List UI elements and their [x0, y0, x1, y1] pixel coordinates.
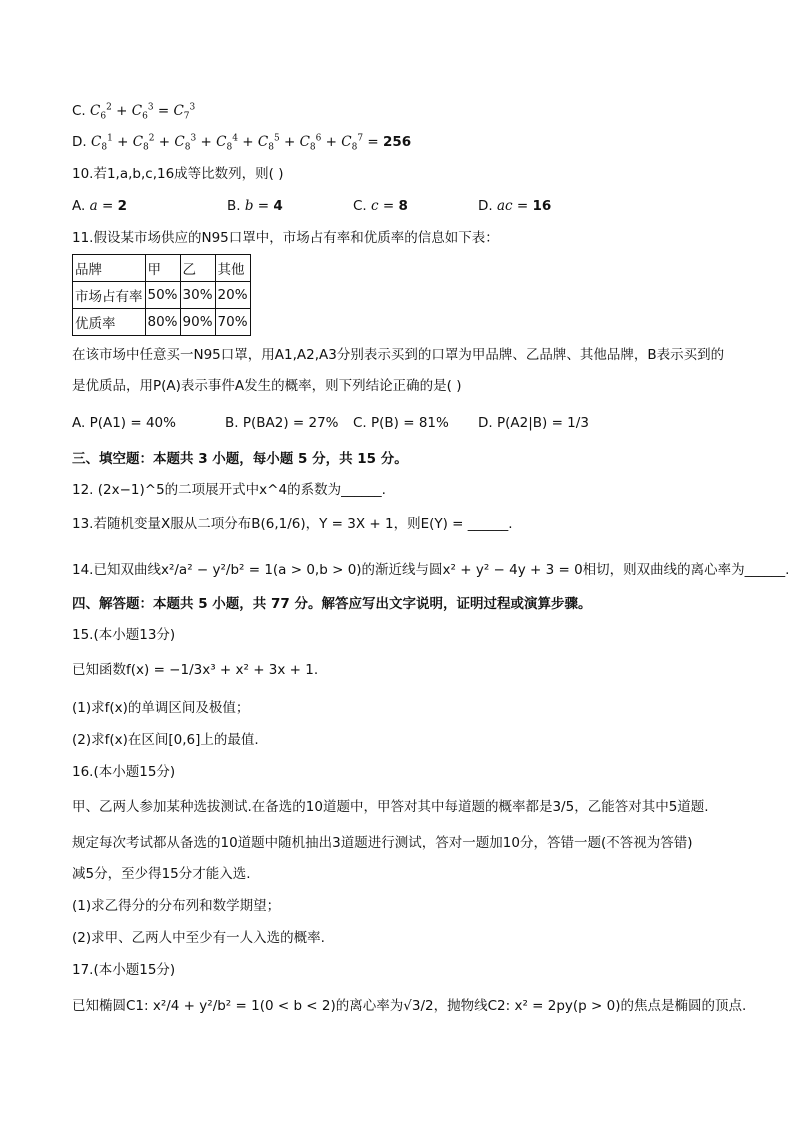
q11-option-a: A. P(A1) = 40% — [72, 415, 176, 431]
q11-stem: 11.假设某市场供应的N95口罩中，市场占有率和优质率的信息如下表： — [72, 230, 499, 246]
q11-text-1: 在该市场中任意买一N95口罩，用A1,A2,A3分别表示买到的口罩为甲品牌、乙品牌、其他品牌，B表示买到的 — [72, 347, 725, 363]
q16-line-2: 规定每次考试都从备选的10道题中随机抽出3道题进行测试，答对一题加10分，答错一题(不答视为答错) — [72, 835, 693, 851]
section-3-heading: 三、填空题：本题共 3 小题，每小题 5 分，共 15 分。 — [72, 451, 408, 467]
table-cell: 30% — [180, 282, 215, 309]
table-header-cell: 品牌 — [73, 255, 146, 282]
q15-part-1: (1)求f(x)的单调区间及极值； — [72, 700, 250, 716]
q9-option-d: D. $C_8^1 + C_8^2 + C_8^3 + C_8^4 + C_8^5 + C_8^6 + C_8^7 = 256$ — [72, 133, 412, 153]
q16-line-3: 减5分，至少得15分才能入选. — [72, 866, 251, 882]
table-cell: 80% — [145, 309, 180, 336]
q11-option-d: D. P(A2|B) = 1/3 — [478, 415, 589, 431]
table-header-cell: 乙 — [180, 255, 215, 282]
q10-stem: 10.若1,a,b,c,16成等比数列，则( ) — [72, 166, 284, 182]
table-header-cell: 其他 — [215, 255, 250, 282]
q16-part-2: (2)求甲、乙两人中至少有一人入选的概率. — [72, 930, 325, 946]
q17-stem: 已知椭圆C1: x²/4 + y²/b² = 1(0 < b < 2)的离心率为√3/2，抛物线C2: x² = 2py(p > 0)的焦点是椭圆的顶点. — [72, 998, 747, 1014]
q14: 14.已知双曲线x²/a² − y²/b² = 1(a > 0,b > 0)的渐近线与圆x² + y² − 4y + 3 = 0相切，则双曲线的离心率为______. — [72, 562, 790, 578]
q10-option-c: C. c = 8 — [353, 198, 408, 214]
q15-part-2: (2)求f(x)在区间[0,6]上的最值. — [72, 732, 259, 748]
q12: 12. (2x−1)^5的二项展开式中x^4的系数为______. — [72, 482, 386, 498]
table-cell: 优质率 — [73, 309, 146, 336]
table-cell: 20% — [215, 282, 250, 309]
table-header-cell: 甲 — [145, 255, 180, 282]
table-cell: 70% — [215, 309, 250, 336]
q10-option-a: A. a = 2 — [72, 198, 127, 214]
q16-part-1: (1)求乙得分的分布列和数学期望； — [72, 898, 281, 914]
q15-stem: 已知函数f(x) = −1/3x³ + x² + 3x + 1. — [72, 662, 319, 678]
q11-table — [72, 254, 251, 336]
q9-option-c: C. $C_6^2 + C_6^3 = C_7^3$ — [72, 102, 196, 122]
q10-option-d: D. ac = 16 — [478, 198, 552, 214]
q11-option-b: B. P(BA2) = 27% — [225, 415, 339, 431]
table-row — [73, 282, 251, 309]
q11-option-c: C. P(B) = 81% — [353, 415, 449, 431]
q11-text-2: 是优质品，用P(A)表示事件A发生的概率，则下列结论正确的是( ) — [72, 378, 462, 394]
table-cell: 市场占有率 — [73, 282, 146, 309]
section-4-heading: 四、解答题：本题共 5 小题，共 77 分。解答应写出文字说明，证明过程或演算步骤。 — [72, 596, 592, 612]
table-header-row — [73, 255, 251, 282]
q15-head: 15.(本小题13分) — [72, 627, 176, 643]
q10-option-b: B. b = 4 — [227, 198, 283, 214]
table-row — [73, 309, 251, 336]
table-cell: 50% — [145, 282, 180, 309]
q17-head: 17.(本小题15分) — [72, 962, 176, 978]
q16-head: 16.(本小题15分) — [72, 764, 176, 780]
q13: 13.若随机变量X服从二项分布B(6,1/6)，Y = 3X + 1，则E(Y) = ______. — [72, 516, 513, 532]
table-cell: 90% — [180, 309, 215, 336]
q16-line-1: 甲、乙两人参加某种选拔测试.在备选的10道题中，甲答对其中每道题的概率都是3/5，乙能答对其中5道题. — [72, 799, 709, 815]
